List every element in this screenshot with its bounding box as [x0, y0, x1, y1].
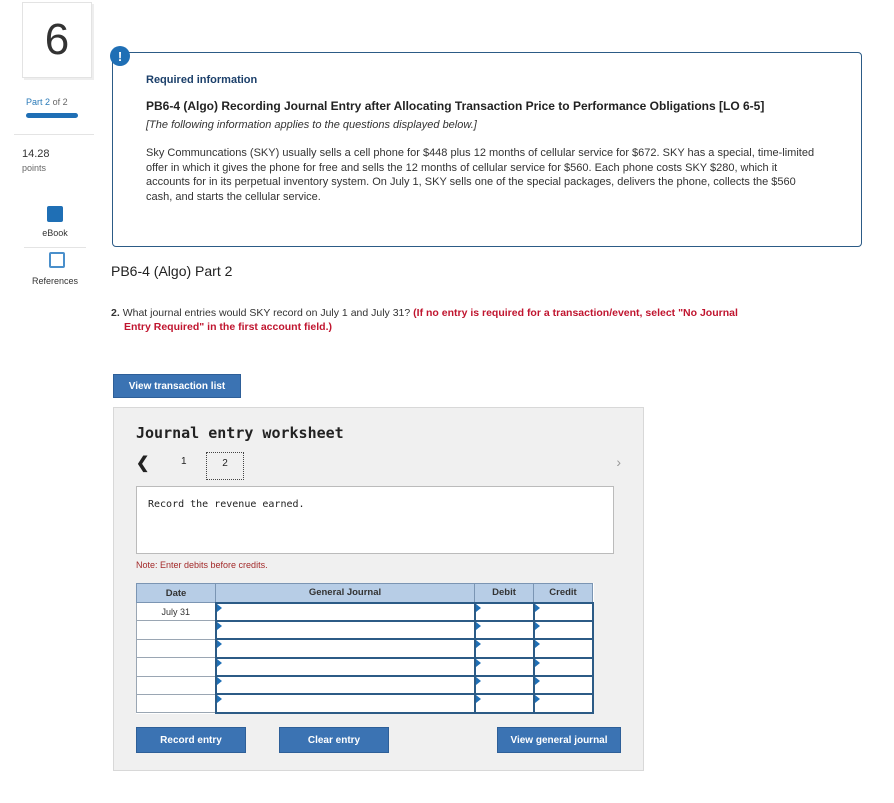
table-row [137, 658, 593, 676]
credit-input[interactable] [534, 676, 593, 694]
part-prefix: Part [26, 97, 43, 107]
table-row [137, 621, 593, 639]
book-icon [47, 206, 63, 222]
part-indicator [26, 97, 68, 107]
date-cell [137, 694, 216, 712]
account-input[interactable] [216, 639, 475, 657]
debit-input[interactable] [475, 694, 534, 712]
question-instruction: (If no entry is required for a transaction/event, select "No Journal [413, 307, 738, 319]
references-icon [53, 256, 64, 268]
question-number: 6 [22, 2, 92, 78]
page-tab-1[interactable]: 1 [181, 456, 187, 467]
alert-icon: ! [110, 46, 130, 66]
debit-input[interactable] [475, 621, 534, 639]
credit-input[interactable] [534, 639, 593, 657]
references-label: References [31, 276, 79, 286]
info-note: [The following information applies to the questions displayed below.] [146, 119, 477, 131]
info-heading: Required information [146, 74, 258, 86]
chevron-right-icon[interactable]: › [616, 454, 621, 470]
entry-description: Record the revenue earned. [136, 486, 614, 554]
worksheet-note: Note: Enter debits before credits. [136, 560, 268, 570]
clear-entry-button[interactable]: Clear entry [279, 727, 389, 753]
account-input[interactable] [216, 676, 475, 694]
table-row [137, 639, 593, 657]
points-value: 14.28 [22, 148, 50, 160]
date-cell [137, 676, 216, 694]
question-number-label: 2. [111, 307, 120, 319]
date-cell [137, 621, 216, 639]
column-header-date: Date [137, 584, 216, 603]
record-entry-button[interactable]: Record entry [136, 727, 246, 753]
debit-input[interactable] [475, 639, 534, 657]
page-tab-2[interactable]: 2 [206, 452, 244, 480]
rail-divider [14, 134, 94, 135]
part-current: 2 [45, 97, 51, 107]
credit-input[interactable] [534, 658, 593, 676]
date-cell [137, 658, 216, 676]
question-instruction-cont: Entry Required" in the first account field.) [124, 321, 333, 333]
points-label: points [22, 163, 47, 173]
debit-input[interactable] [475, 603, 534, 621]
column-header-general-journal: General Journal [216, 584, 475, 603]
account-input[interactable] [216, 603, 475, 621]
required-information-panel [112, 52, 862, 247]
account-input[interactable] [216, 621, 475, 639]
credit-input[interactable] [534, 621, 593, 639]
credit-input[interactable] [534, 694, 593, 712]
chevron-left-icon[interactable]: ❮ [136, 455, 150, 472]
journal-entry-worksheet [113, 407, 644, 771]
part-heading: PB6-4 (Algo) Part 2 [111, 263, 233, 279]
question-prompt [111, 306, 851, 334]
references-button[interactable] [24, 244, 86, 288]
column-header-credit: Credit [534, 584, 593, 603]
journal-entry-table [136, 583, 594, 714]
problem-title: PB6-4 (Algo) Recording Journal Entry after Allocating Transaction Price to Performance Obligations [LO 6-5] [146, 99, 765, 113]
table-row [137, 603, 593, 621]
view-general-journal-button[interactable]: View general journal [497, 727, 621, 753]
debit-input[interactable] [475, 676, 534, 694]
account-input[interactable] [216, 694, 475, 712]
worksheet-title: Journal entry worksheet [136, 424, 344, 442]
question-text: What journal entries would SKY record on July 1 and July 31? [122, 307, 411, 319]
part-of: of 2 [52, 97, 68, 107]
date-cell: July 31 [137, 603, 216, 621]
ebook-label: eBook [42, 228, 68, 238]
view-transaction-list-button[interactable]: View transaction list [113, 374, 241, 398]
account-input[interactable] [216, 658, 475, 676]
table-row [137, 676, 593, 694]
credit-input[interactable] [534, 603, 593, 621]
ebook-button[interactable] [24, 196, 86, 240]
column-header-debit: Debit [475, 584, 534, 603]
table-row [137, 694, 593, 712]
problem-description: Sky Communcations (SKY) usually sells a cell phone for $448 plus 12 months of cellular service for $672. SKY has a special, time-limited offer in which it gives the phone for free and sells the 12 months of cellular service for $560. Each phone costs SKY $280, which it accounts for in its perpetual inventory system. On July 1, SKY sells one of the special packages, delivers the phone, collects the $560 cash, and starts the cellular service. [146, 147, 815, 203]
date-cell [137, 639, 216, 657]
part-progress-bar [26, 113, 78, 118]
debit-input[interactable] [475, 658, 534, 676]
